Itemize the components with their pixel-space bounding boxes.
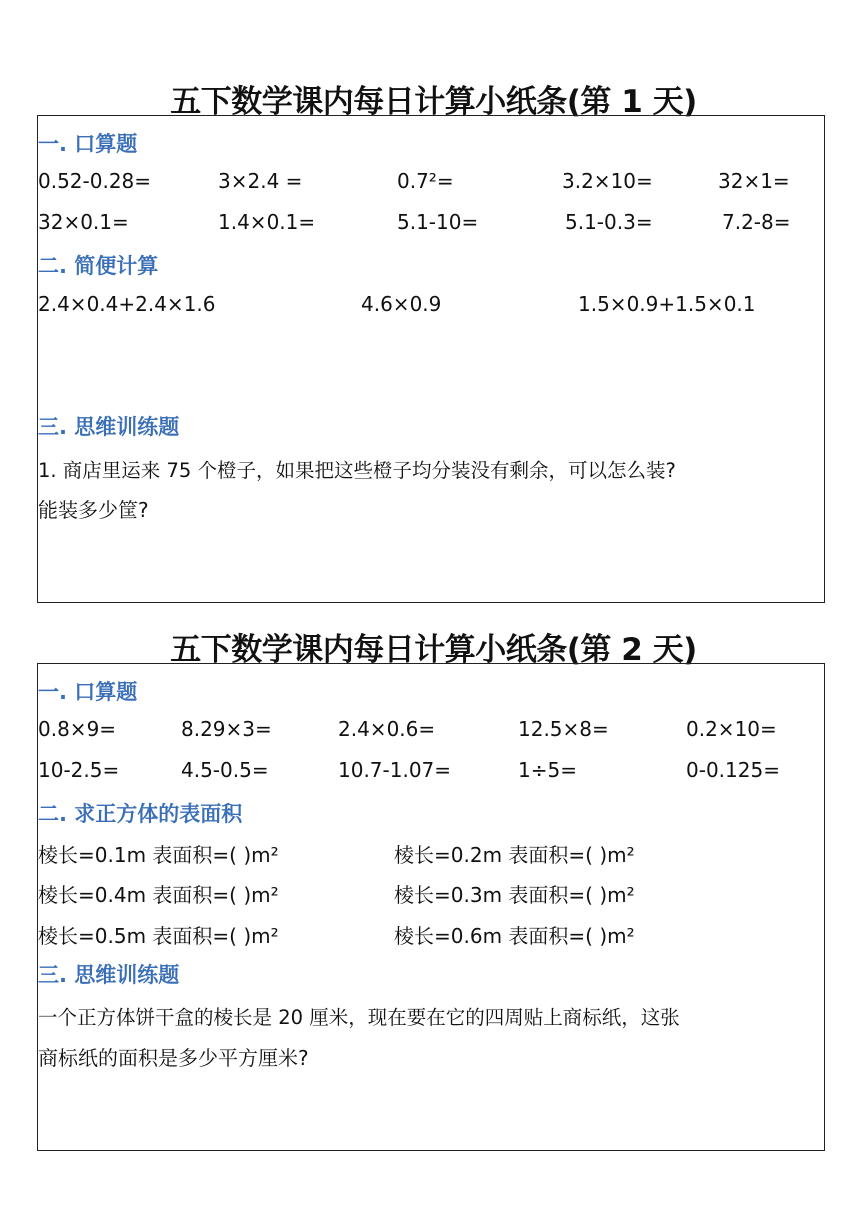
day1-section-oral-heading: 一. 口算题 (38, 132, 138, 156)
problem: 5.1-10= (397, 210, 479, 234)
problem: 12.5×8= (518, 717, 609, 741)
day1-thinking-line-1: 1. 商店里运来 75 个橙子，如果把这些橙子均分装没有剩余，可以怎么装? (38, 459, 676, 482)
problem: 4.5-0.5= (181, 758, 269, 782)
problem: 8.29×3= (181, 717, 272, 741)
problem: 棱长=0.3m 表面积=( )m² (394, 883, 635, 907)
problem: 棱长=0.2m 表面积=( )m² (394, 843, 635, 867)
problem: 1÷5= (518, 758, 577, 782)
problem: 0.8×9= (38, 717, 117, 741)
problem: 棱长=0.6m 表面积=( )m² (394, 924, 635, 948)
problem: 0-0.125= (686, 758, 780, 782)
problem: 10-2.5= (38, 758, 120, 782)
day2-section-thinking-heading: 三. 思维训练题 (38, 963, 180, 987)
problem: 2.4×0.4+2.4×1.6 (38, 292, 216, 316)
problem: 3.2×10= (562, 169, 653, 193)
problem: 2.4×0.6= (338, 717, 436, 741)
day1-section-simple-heading: 二. 简便计算 (38, 254, 159, 278)
problem: 5.1-0.3= (565, 210, 653, 234)
problem: 0.52-0.28= (38, 169, 152, 193)
day2-section-area-heading: 二. 求正方体的表面积 (38, 802, 243, 826)
day2-title: 五下数学课内每日计算小纸条(第 2 天) (170, 632, 697, 668)
day2-thinking-line-2: 商标纸的面积是多少平方厘米? (38, 1046, 309, 1070)
problem: 3×2.4 = (218, 169, 303, 193)
problem: 4.6×0.9 (361, 292, 442, 316)
day2-section-oral-heading: 一. 口算题 (38, 680, 138, 704)
problem: 1.4×0.1= (218, 210, 316, 234)
problem: 棱长=0.1m 表面积=( )m² (38, 843, 279, 867)
day1-section-thinking-heading: 三. 思维训练题 (38, 415, 180, 439)
problem: 棱长=0.5m 表面积=( )m² (38, 924, 279, 948)
problem: 棱长=0.4m 表面积=( )m² (38, 883, 279, 907)
day1-title: 五下数学课内每日计算小纸条(第 1 天) (170, 84, 697, 120)
problem: 7.2-8= (722, 210, 791, 234)
problem: 32×0.1= (38, 210, 129, 234)
day2-thinking-line-1: 一个正方体饼干盒的棱长是 20 厘米，现在要在它的四周贴上商标纸，这张 (38, 1006, 680, 1029)
problem: 32×1= (718, 169, 790, 193)
problem: 0.7²= (397, 169, 454, 193)
problem: 10.7-1.07= (338, 758, 452, 782)
problem: 1.5×0.9+1.5×0.1 (578, 292, 756, 316)
day1-thinking-line-2: 能装多少筐? (38, 498, 149, 522)
problem: 0.2×10= (686, 717, 777, 741)
